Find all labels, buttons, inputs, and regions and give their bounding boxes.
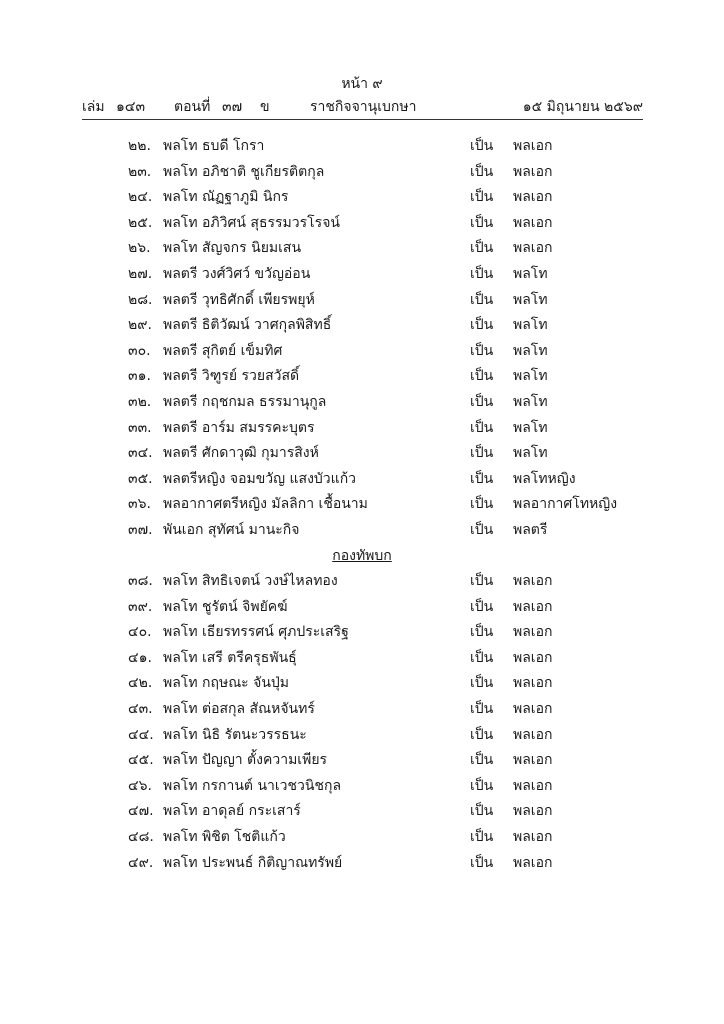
connector-word: เป็น — [470, 189, 494, 206]
new-rank: พลเอก — [513, 777, 553, 794]
new-rank: พลเอก — [513, 163, 553, 180]
person-name: พลโท ณัฏฐาภูมิ นิกร — [163, 189, 289, 206]
connector-word: เป็น — [470, 496, 494, 513]
person-name: พลตรี ศักดาวุฒิ กุมารสิงห์ — [163, 445, 319, 462]
volume-label: เล่ม — [82, 99, 105, 115]
promotion-group-2 — [0, 569, 724, 876]
new-rank: พลเอก — [513, 240, 553, 257]
connector-word: เป็น — [470, 163, 494, 180]
new-rank: พลเอก — [513, 598, 553, 615]
list-item — [0, 160, 724, 186]
list-item — [0, 774, 724, 800]
person-name: พลโท อภิชาติ ชูเกียรติตกุล — [163, 163, 325, 180]
item-number: ๒๔. — [128, 189, 153, 206]
new-rank: พลโท — [513, 342, 548, 359]
item-number: ๔๑. — [128, 649, 152, 666]
new-rank: พลโท — [513, 445, 548, 462]
publication-date: ๑๕ มิถุนายน ๒๕๖๙ — [522, 99, 643, 115]
list-item — [0, 416, 724, 442]
item-number: ๒๕. — [128, 214, 153, 231]
person-name: พลโท เธียรทรรศน์ ศุภประเสริฐ — [163, 624, 349, 641]
item-number: ๔๐. — [128, 624, 152, 641]
new-rank: พลเอก — [513, 624, 553, 641]
connector-word: เป็น — [470, 854, 494, 871]
new-rank: พลโท — [513, 291, 548, 308]
connector-word: เป็น — [470, 317, 494, 334]
item-number: ๓๓. — [128, 419, 152, 436]
running-header — [82, 97, 643, 119]
item-number: ๔๖. — [128, 777, 152, 794]
header-rule — [82, 119, 643, 120]
item-number: ๔๗. — [128, 803, 154, 820]
item-number: ๓๔. — [128, 445, 153, 462]
person-name: พลโท กรกานต์ นาเวชวนิชกุล — [163, 777, 342, 794]
person-name: พลตรี สุกิตย์ เข็มทิศ — [163, 342, 283, 359]
connector-word: เป็น — [470, 393, 494, 410]
new-rank: พลเอก — [513, 189, 553, 206]
volume-number: ๑๔๓ — [116, 99, 146, 115]
list-item — [0, 518, 724, 544]
list-item — [0, 569, 724, 595]
new-rank: พลเอก — [513, 854, 553, 871]
promotion-list — [0, 134, 724, 876]
person-name: พลตรี ธิติวัฒน์ วาศกุลพิสิทธิ์ — [163, 317, 332, 334]
person-name: พลโท ชูรัตน์ จิพยัคฆ์ — [163, 598, 288, 615]
list-item — [0, 364, 724, 390]
list-item — [0, 799, 724, 825]
connector-word: เป็น — [470, 445, 494, 462]
publication-name: ราชกิจจานุเบกษา — [310, 99, 417, 115]
connector-word: เป็น — [470, 598, 494, 615]
new-rank: พลเอก — [513, 829, 553, 846]
item-number: ๓๙. — [128, 598, 153, 615]
list-item — [0, 851, 724, 877]
item-number: ๒๙. — [128, 317, 152, 334]
new-rank: พลเอก — [513, 675, 553, 692]
new-rank: พลเอก — [513, 752, 553, 769]
new-rank: พลเอก — [513, 573, 553, 590]
list-item — [0, 620, 724, 646]
person-name: พลโท อภิวิศน์ สุธรรมวรโรจน์ — [163, 214, 340, 231]
item-number: ๔๔. — [128, 726, 154, 743]
person-name: พลโท นิธิ รัตนะวรรธนะ — [163, 726, 307, 743]
new-rank: พลโท — [513, 317, 548, 334]
list-item — [0, 262, 724, 288]
connector-word: เป็น — [470, 470, 494, 487]
person-name: พลโท ปัญญา ตั้งความเพียร — [163, 752, 328, 769]
connector-word: เป็น — [470, 726, 494, 743]
person-name: พันเอก สุทัศน์ มานะกิจ — [163, 521, 300, 538]
person-name: พลโท ต่อสกุล สัณหจันทร์ — [163, 701, 315, 718]
list-item — [0, 313, 724, 339]
item-number: ๓๗. — [128, 521, 153, 538]
item-number: ๓๖. — [128, 496, 151, 513]
list-item — [0, 646, 724, 672]
person-name: พลตรี อาร์ม สมรรคะบุตร — [163, 419, 315, 436]
new-rank: พลโท — [513, 393, 548, 410]
new-rank: พลอากาศโทหญิง — [513, 496, 618, 513]
connector-word: เป็น — [470, 573, 494, 590]
person-name: พลโท สิทธิเจตน์ วงษ์ไหลทอง — [163, 573, 338, 590]
connector-word: เป็น — [470, 291, 494, 308]
person-name: พลโท สัญจกร นิยมเสน — [163, 240, 302, 257]
connector-word: เป็น — [470, 675, 494, 692]
list-item — [0, 441, 724, 467]
list-item — [0, 134, 724, 160]
list-item — [0, 825, 724, 851]
list-item — [0, 236, 724, 262]
section-label: ตอนที่ — [174, 99, 211, 115]
person-name: พลตรี วงศ์วิศว์ ขวัญอ่อน — [163, 265, 311, 282]
person-name: พลตรี วิฑูรย์ รวยสวัสดิ์ — [163, 368, 300, 385]
new-rank: พลโท — [513, 368, 548, 385]
item-number: ๔๙. — [128, 854, 154, 871]
list-item — [0, 723, 724, 749]
section-number: ๓๗ — [222, 99, 243, 115]
connector-word: เป็น — [470, 342, 494, 359]
list-item — [0, 288, 724, 314]
connector-word: เป็น — [470, 752, 494, 769]
item-number: ๒๖. — [128, 240, 151, 257]
person-name: พลโท กฤษณะ จันปุ่ม — [163, 675, 290, 692]
list-item — [0, 492, 724, 518]
item-number: ๓๕. — [128, 470, 153, 487]
section-kind: ข — [260, 99, 270, 115]
item-number: ๓๑. — [128, 368, 151, 385]
item-number: ๔๕. — [128, 752, 154, 769]
new-rank: พลเอก — [513, 701, 553, 718]
connector-word: เป็น — [470, 240, 494, 257]
connector-word: เป็น — [470, 419, 494, 436]
section-heading-text: กองทัพบก — [332, 547, 392, 564]
connector-word: เป็น — [470, 701, 494, 718]
item-number: ๒๗. — [128, 265, 153, 282]
person-name: พลอากาศตรีหญิง มัลลิกา เชื้อนาม — [163, 496, 368, 513]
person-name: พลตรี วุทธิศักดิ์ เพียรพยุห์ — [163, 291, 315, 308]
connector-word: เป็น — [470, 829, 494, 846]
item-number: ๓๒. — [128, 393, 152, 410]
person-name: พลโท ประพนธ์ กิติญาณทรัพย์ — [163, 854, 343, 871]
list-item — [0, 467, 724, 493]
new-rank: พลเอก — [513, 214, 553, 231]
list-item — [0, 697, 724, 723]
list-item — [0, 748, 724, 774]
new-rank: พลเอก — [513, 138, 553, 154]
connector-word: เป็น — [470, 803, 494, 820]
connector-word: เป็น — [470, 368, 494, 385]
item-number: ๓๐. — [128, 342, 151, 359]
person-name: พลโท ธบดี โกรา — [163, 138, 265, 154]
person-name: พลโท อาดุลย์ กระเสาร์ — [163, 803, 301, 820]
new-rank: พลตรี — [513, 521, 548, 538]
list-item — [0, 185, 724, 211]
item-number: ๒๓. — [128, 163, 152, 180]
new-rank: พลเอก — [513, 803, 553, 820]
person-name: พลตรี กฤชกมล ธรรมานุกูล — [163, 393, 327, 410]
promotion-group-1 — [0, 134, 724, 544]
connector-word: เป็น — [470, 214, 494, 231]
person-name: พลโท พิชิต โชติแก้ว — [163, 829, 286, 846]
list-item — [0, 671, 724, 697]
connector-word: เป็น — [470, 624, 494, 641]
list-item — [0, 390, 724, 416]
new-rank: พลเอก — [513, 649, 553, 666]
connector-word: เป็น — [470, 777, 494, 794]
list-item — [0, 595, 724, 621]
connector-word: เป็น — [470, 138, 494, 154]
item-number: ๒๘. — [128, 291, 153, 308]
connector-word: เป็น — [470, 649, 494, 666]
person-name: พลตรีหญิง จอมขวัญ แสงบัวแก้ว — [163, 470, 357, 487]
section-heading — [0, 544, 724, 570]
item-number: ๒๒. — [128, 138, 151, 154]
new-rank: พลเอก — [513, 726, 553, 743]
list-item — [0, 339, 724, 365]
list-item — [0, 211, 724, 237]
person-name: พลโท เสรี ตรีครุธพันธุ์ — [163, 649, 297, 666]
item-number: ๔๘. — [128, 829, 154, 846]
item-number: ๔๒. — [128, 675, 153, 692]
item-number: ๔๓. — [128, 701, 153, 718]
connector-word: เป็น — [470, 265, 494, 282]
new-rank: พลโทหญิง — [513, 470, 576, 487]
new-rank: พลโท — [513, 265, 548, 282]
page-number: หน้า ๙ — [341, 76, 383, 92]
connector-word: เป็น — [470, 521, 494, 538]
item-number: ๓๘. — [128, 573, 153, 590]
new-rank: พลโท — [513, 419, 548, 436]
